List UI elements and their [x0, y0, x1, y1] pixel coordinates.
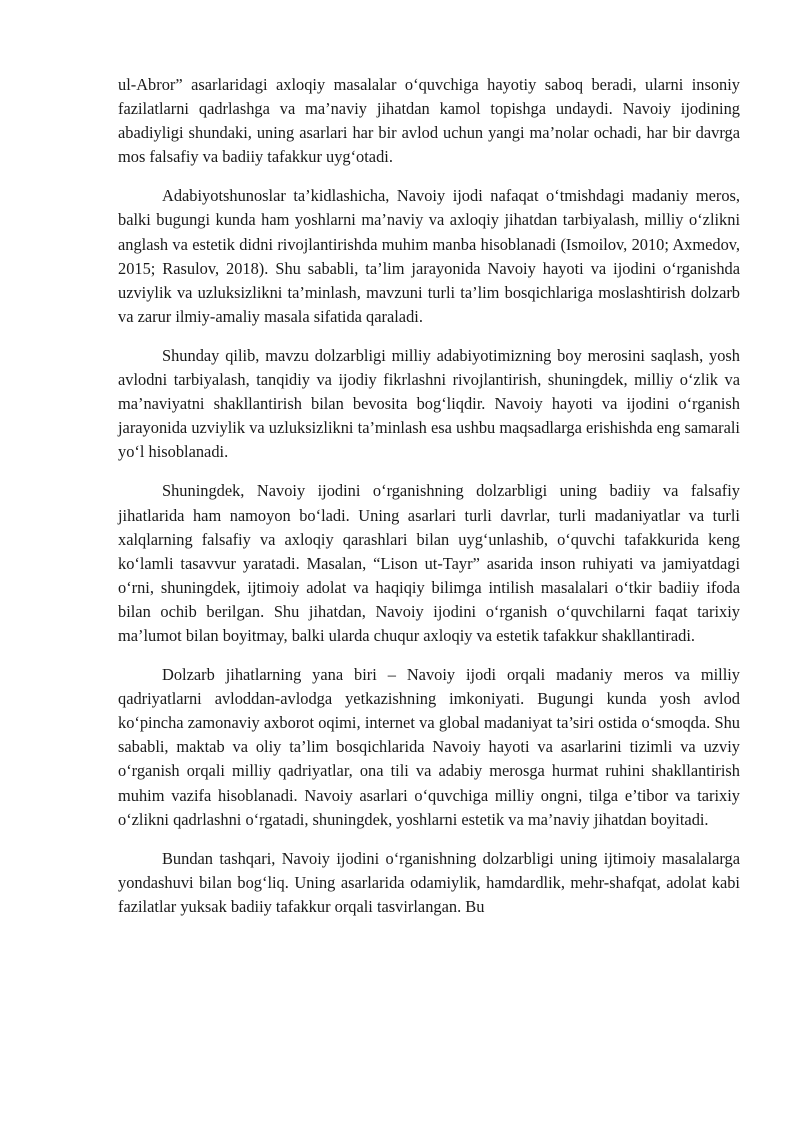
paragraph: Adabiyotshunoslar ta’kidlashicha, Navoiy ijodi nafaqat o‘tmishdagi madaniy meros, balki bugungi kunda ham yoshlarni ma’naviy va axloqiy jihatdan tarbiyalash, milliy o‘zlikni anglash va estetik didni rivojlantirishda muhim manba hisoblanadi (Ismoilov, 2010; Axmedov, 2015; Rasulov, 2018). Shu sababli, ta’lim jarayonida Navoiy hayoti va ijodini o‘rganishda uzviylik va uzluksizlikni ta’minlash, mavzuni turli ta’lim bosqichlariga moslashtirish dolzarb va zarur ilmiy-amaliy masala sifatida qaraladi. — [118, 186, 740, 326]
paragraph: Bundan tashqari, Navoiy ijodini o‘rganishning dolzarbligi uning ijtimoiy masalalarga yondashuvi bilan bog‘liq. Uning asarlarida odamiylik, hamdardlik, mehr-shafqat, adolat kabi fazilatlar yuksak badiiy tafakkur orqali tasvirlangan. Bu — [118, 848, 740, 916]
document-body — [118, 73, 740, 934]
paragraph: Shuningdek, Navoiy ijodini o‘rganishning dolzarbligi uning badiiy va falsafiy jihatlarida ham namoyon bo‘ladi. Uning asarlari turli davrlar, turli madaniyatlar va turli xalqlarning falsafiy va axloqiy qarashlari bilan uyg‘unlashib, o‘quvchi tafakkurida keng ko‘lamli tasavvur yaratadi. Masalan, “Lison ut-Tayr” asarida inson ruhiyati va jamiyatdagi o‘rni, shuningdek, ijtimoiy adolat va haqiqiy bilimga intilish masalalari o‘tkir badiiy ifoda bilan ochib berilgan. Shu jihatdan, Navoiy ijodini o‘rganish o‘quvchilarni faqat tarixiy ma’lumot bilan boyitmay, balki ularda chuqur axloqiy va estetik tafakkur shakllantiradi. — [118, 481, 740, 645]
paragraph-continued: ul-Abror” asarlaridagi axloqiy masalalar o‘quvchiga hayotiy saboq beradi, ularni insoniy fazilatlarni qadrlashga va ma’naviy jihatdan kamol topishga undaydi. Navoiy ijodining abadiyligi shundaki, uning asarlari har bir avlod uchun yangi ma’nolar ochadi, har bir davrga mos falsafiy va badiiy tafakkur uyg‘otadi. — [118, 75, 740, 167]
paragraph: Shunday qilib, mavzu dolzarbligi milliy adabiyotimizning boy merosini saqlash, yosh avlodni tarbiyalash, tanqidiy va ijodiy fikrlashni rivojlantirish, shuningdek, milliy o‘zlik va ma’naviyatni shakllantirish bilan bevosita bog‘liqdir. Navoiy hayoti va ijodini o‘rganish jarayonida uzviylik va uzluksizlikni ta’minlash esa ushbu maqsadlarga erishishda eng samarali yo‘l hisoblanadi. — [118, 345, 740, 462]
paragraph: Dolzarb jihatlarning yana biri – Navoiy ijodi orqali madaniy meros va milliy qadriyatlarni avloddan-avlodga yetkazishning imkoniyati. Bugungi kunda yosh avlod ko‘pincha zamonaviy axborot oqimi, internet va global madaniyat ta’siri ostida o‘smoqda. Shu sababli, maktab va oliy ta’lim bosqichlarida Navoiy hayoti va asarlarini tizimli va uzviy o‘rganish orqali milliy qadriyatlar, ona tili va adabiy merosga hurmat ruhini shakllantirish muhim vazifa hisoblanadi. Navoiy asarlari o‘quvchiga milliy ongni, tilga e’tibor va tarixiy o‘zlikni qadrlashni o‘rgatadi, shuningdek, yoshlarni estetik va ma’naviy jihatdan boyitadi. — [118, 665, 740, 829]
